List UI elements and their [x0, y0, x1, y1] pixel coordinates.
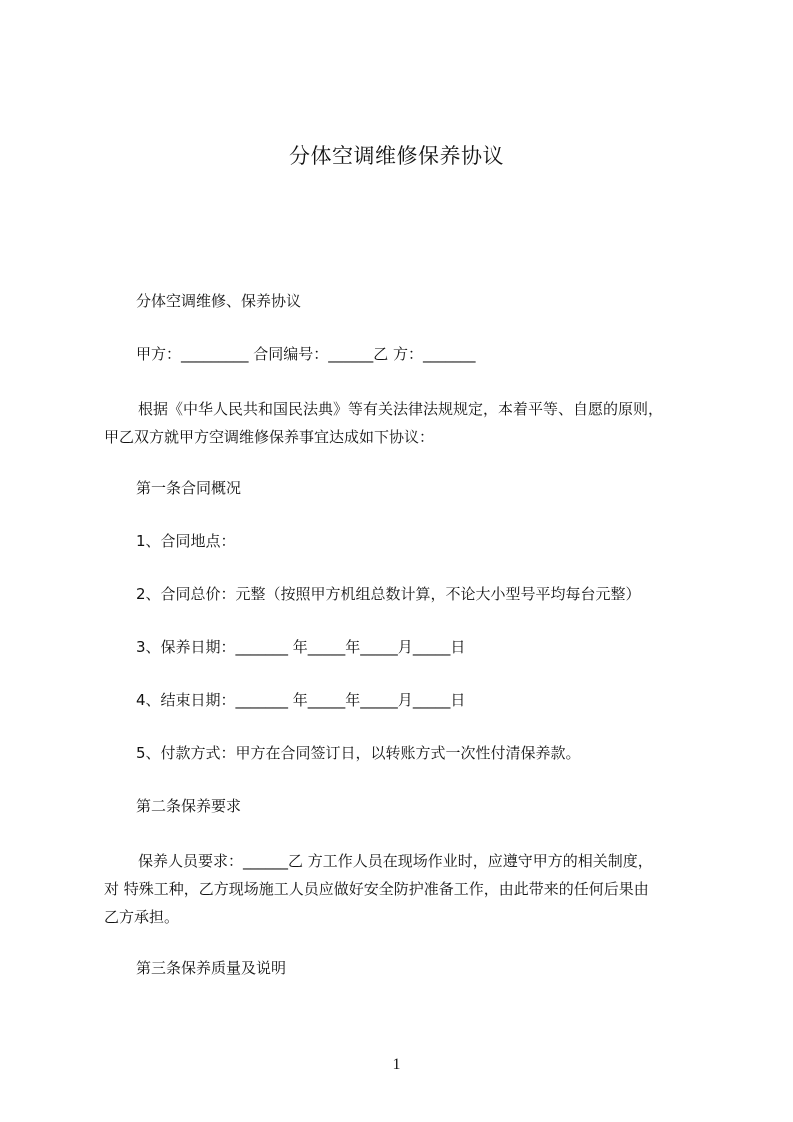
article-2-line-1: 保养人员要求：______乙 方工作人员在现场作业时，应遵守甲方的相关制度，	[138, 852, 653, 870]
article-1-item-2: 2、合同总价：元整（按照甲方机组总数计算，不论大小型号平均每台元整）	[136, 585, 641, 603]
article-2-heading: 第二条保养要求	[136, 797, 242, 815]
article-1-item-4: 4、结束日期：_______ 年_____年_____月_____日	[136, 691, 466, 709]
preamble-line-2: 甲乙双方就甲方空调维修保养事宜达成如下协议：	[104, 428, 435, 446]
article-1-item-3: 3、保养日期：_______ 年_____年_____月_____日	[136, 638, 466, 656]
subtitle: 分体空调维修、保养协议	[136, 292, 302, 310]
page-number: 1	[392, 1056, 401, 1073]
parties-line: 甲方：_________ 合同编号：______乙 方：_______	[136, 345, 476, 363]
preamble-line-1: 根据《中华人民共和国民法典》等有关法律法规规定，本着平等、自愿的原则，	[138, 400, 664, 418]
document-title: 分体空调维修保养协议	[289, 144, 504, 168]
article-2-line-2: 对 特殊工种，乙方现场施工人员应做好安全防护准备工作，由此带来的任何后果由	[104, 880, 649, 898]
article-3-heading: 第三条保养质量及说明	[136, 959, 287, 977]
preamble-paragraph	[104, 395, 694, 451]
article-2-paragraph	[104, 847, 694, 931]
article-1-item-5: 5、付款方式：甲方在合同签订日，以转账方式一次性付清保养款。	[136, 744, 581, 762]
article-1-heading: 第一条合同概况	[136, 479, 242, 497]
article-1-item-1: 1、合同地点：	[136, 532, 236, 550]
article-2-line-3: 乙方承担。	[104, 908, 180, 926]
